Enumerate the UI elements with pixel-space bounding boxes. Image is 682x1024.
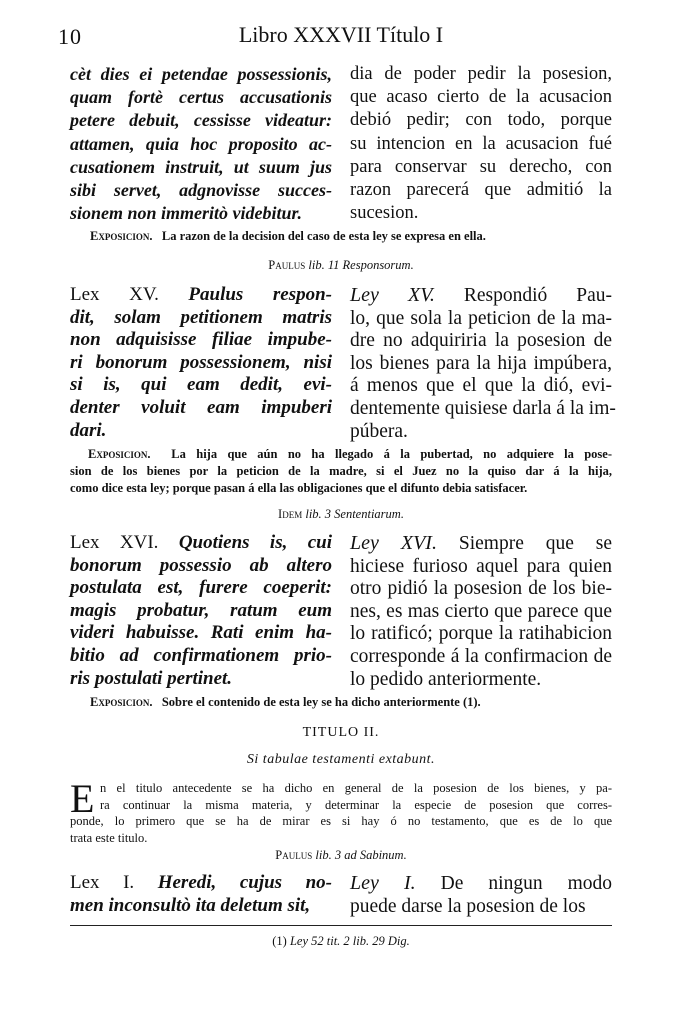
spanish-column-3 xyxy=(350,532,612,691)
spanish-line: púbera. xyxy=(350,420,408,442)
intro-line: ponde, lo primero que se ha de mirar es si hay ó no testamento, que es de lo que xyxy=(70,814,612,829)
latin-line: cèt dies ei petendae possessionis, xyxy=(70,64,332,84)
exposicion-text: La razon de la decision del caso de esta ley se expresa en ella. xyxy=(161,229,486,243)
running-title: Libro XXXVII Título I xyxy=(238,22,444,47)
spanish-line: que acaso cierto de la acusacion xyxy=(350,87,612,108)
latin-column-2 xyxy=(70,284,332,442)
latin-line: attamen, quia hoc proposito ac- xyxy=(70,133,332,154)
spanish-line: nes, es mas cierto que parece que xyxy=(350,600,612,622)
ley-label: Ley I. xyxy=(350,872,416,894)
ley-label: Ley XV. xyxy=(350,284,435,306)
source-work: lib. 3 ad Sabinum. xyxy=(315,848,407,862)
spanish-column-2 xyxy=(350,284,616,443)
spanish-line: lo, que sola la peticion de la ma- xyxy=(350,307,612,329)
latin-column-4 xyxy=(70,872,332,917)
latin-line: Paulus respon- xyxy=(188,284,332,305)
intro-line: trata este titulo. xyxy=(70,830,148,845)
spanish-line: Siempre que se xyxy=(458,533,612,554)
spanish-line: sucesion. xyxy=(350,203,419,224)
exposicion-2 xyxy=(70,446,612,497)
spanish-line: De ningun modo xyxy=(440,873,612,894)
exposicion-label: Exposicion. xyxy=(90,695,153,709)
latin-line: ris postulati pertinet. xyxy=(70,667,233,689)
spanish-line: los bienes para la hija impúbera, xyxy=(350,352,612,374)
footnote-rule xyxy=(70,925,612,926)
latin-column-1 xyxy=(70,63,332,225)
spanish-line: lo ratificó; porque la ratihabicion xyxy=(350,623,612,645)
lex-label: Lex I. xyxy=(70,872,135,893)
latin-line: bonorum possessio ab altero xyxy=(70,554,332,576)
exposicion-label: Exposicion. xyxy=(90,229,153,243)
spanish-line: puede darse la posesion de los xyxy=(350,895,586,917)
latin-line: men inconsultò ita deletum sit, xyxy=(70,894,311,916)
spanish-column-4 xyxy=(350,872,612,918)
spanish-line: dre no adquiriria la posesion de xyxy=(350,330,612,352)
source-author: Paulus xyxy=(268,258,306,272)
spanish-line: otro pidió la posesion de los bie- xyxy=(350,578,612,600)
source-work: lib. 11 Responsorum. xyxy=(308,258,414,272)
spanish-line: dentemente quisiese darla á la im- xyxy=(350,397,616,419)
spanish-line: debió pedir; con todo, porque xyxy=(350,110,612,131)
latin-line: Heredi, cujus no- xyxy=(157,872,333,893)
exposicion-text: como dice esta ley; porque pasan á ella las obligaciones que el difunto debia satisfacer. xyxy=(70,481,528,495)
intro-line: n el titulo antecedente se ha dicho en general de la posesion de los bienes, y pa- xyxy=(100,781,612,795)
exposicion-label: Exposicion. xyxy=(88,447,151,461)
latin-line: denter voluit eam impuberi xyxy=(70,396,332,418)
exposicion-text: sion de los bienes por la peticion de la madre, si el Juez no la quiso dar á la hija, xyxy=(70,464,612,478)
source-citation-2 xyxy=(0,258,682,273)
latin-line: cusationem instruit, ut suum jus xyxy=(70,156,332,177)
latin-line: quam fortè certus accusationis xyxy=(70,87,332,108)
latin-line: petere debuit, cessisse videatur: xyxy=(70,110,332,131)
exposicion-1 xyxy=(90,229,612,244)
spanish-line: para conservar su derecho, con xyxy=(350,156,612,177)
lex-label: Lex XV. xyxy=(70,284,159,305)
footnote-marker: (1) xyxy=(272,934,287,948)
spanish-line: á menos que el que la dió, evi- xyxy=(350,375,612,397)
latin-line: sibi servet, adgnovisse succes- xyxy=(70,180,332,201)
ley-label: Ley XVI. xyxy=(350,532,437,554)
titulo-heading: TITULO II. xyxy=(302,725,380,740)
latin-line: ri bonorum possessionem, nisi xyxy=(70,351,332,373)
titulo-subtitle: Si tabulae testamenti extabunt. xyxy=(246,752,436,767)
intro-line: ra continuar la misma materia, y determinar la especie de posesion que corres- xyxy=(100,797,612,812)
latin-line: magis probatur, ratum eum xyxy=(70,599,332,621)
spanish-line: Respondió Pau- xyxy=(463,285,613,306)
latin-column-3 xyxy=(70,532,332,690)
footnote xyxy=(0,934,682,949)
source-work: lib. 3 Sententiarum. xyxy=(305,507,404,521)
page-number: 10 xyxy=(58,24,82,49)
spanish-line: lo pedido anteriormente. xyxy=(350,668,542,690)
latin-line: dari. xyxy=(70,419,107,441)
source-citation-4 xyxy=(0,848,682,863)
lex-label: Lex XVI. xyxy=(70,532,159,553)
source-author: Idem xyxy=(278,507,303,521)
drop-cap: E xyxy=(70,776,95,821)
latin-line: postulata est, furere coeperit: xyxy=(70,577,332,599)
latin-line: dit, solam petitionem matris xyxy=(70,306,332,328)
footnote-text: Ley 52 tit. 2 lib. 29 Dig. xyxy=(289,934,410,948)
exposicion-text: Sobre el contenido de esta ley se ha dicho anteriormente (1). xyxy=(161,695,481,709)
exposicion-text: La hija que aún no ha llegado á la pubertad, no adquiere la pose- xyxy=(171,447,613,461)
latin-line: sionem non immeritò videbitur. xyxy=(70,203,303,224)
source-citation-3 xyxy=(0,507,682,522)
spanish-line: hiciese furioso aquel para quien xyxy=(350,555,612,577)
spanish-line: dia de poder pedir la posesion, xyxy=(350,64,612,84)
spanish-line: su intencion en la acusacion fué xyxy=(350,133,612,154)
latin-line: non adquisisse filiae impube- xyxy=(70,329,332,351)
source-author: Paulus xyxy=(275,848,313,862)
latin-line: si is, qui eam dedit, evi- xyxy=(70,374,332,396)
latin-line: bitio ad confirmationem prio- xyxy=(70,644,332,666)
spanish-line: corresponde á la confirmacion de xyxy=(350,645,612,667)
latin-line: Quotiens is, cui xyxy=(178,532,332,553)
titulo-intro xyxy=(70,776,612,846)
exposicion-3 xyxy=(90,695,612,710)
spanish-line: razon parecerá que admitió la xyxy=(350,180,612,201)
latin-line: videri habuisse. Rati enim ha- xyxy=(70,622,332,644)
spanish-column-1 xyxy=(350,63,612,225)
